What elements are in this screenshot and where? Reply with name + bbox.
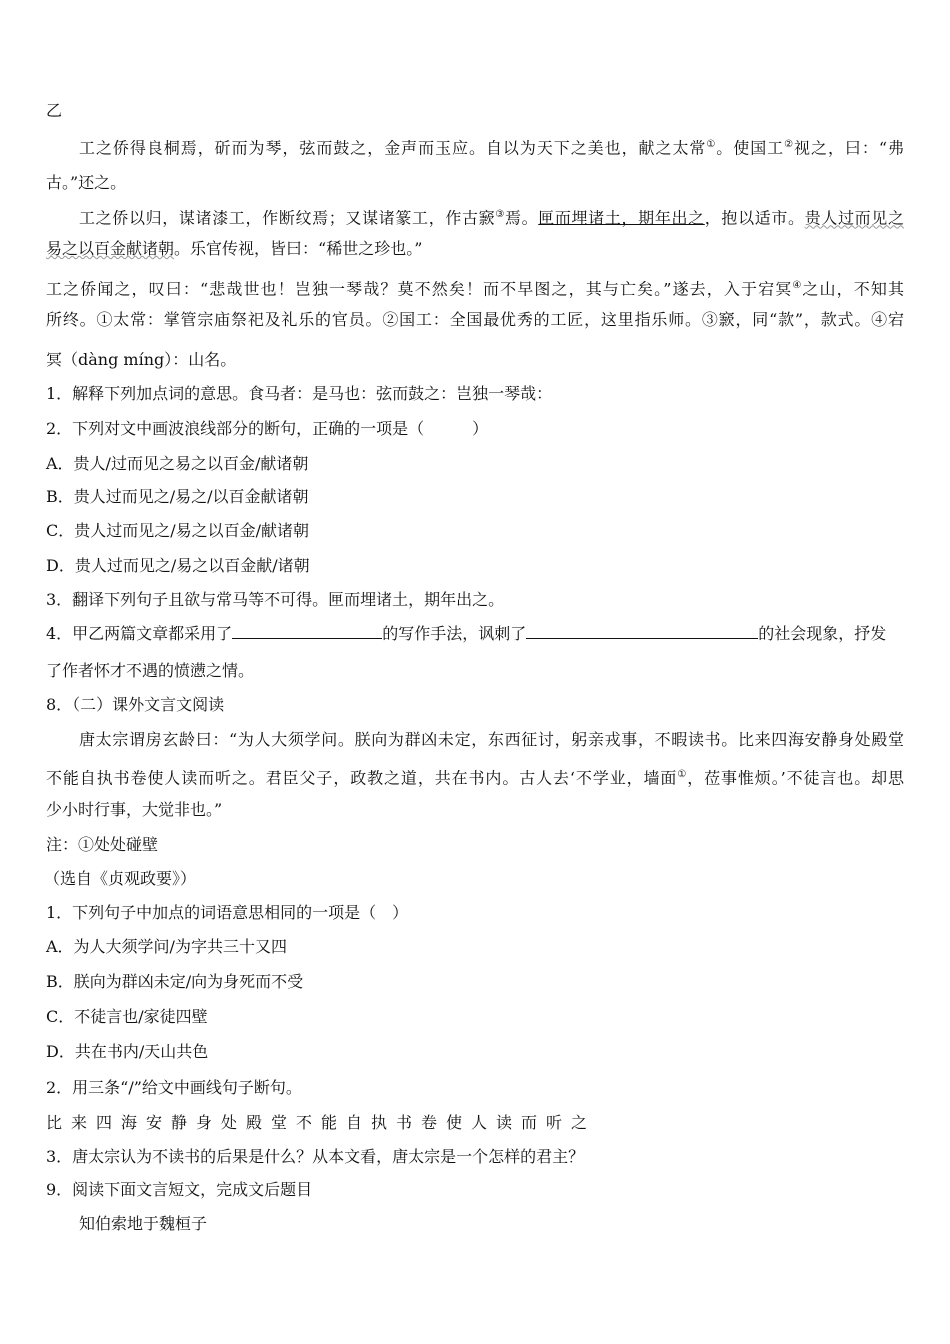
option-b: B．朕向为群凶未定/向为身死而不受: [46, 972, 304, 991]
text: ，抱以适市。: [704, 208, 805, 228]
footnote-ref: ②: [784, 139, 795, 150]
question-3: 3．翻译下列句子且欲与常马等不可得。匣而埋诸土，期年出之。: [46, 590, 505, 609]
text: 4．甲乙两篇文章都采用了: [46, 624, 233, 643]
underlined-sentence: 匣而埋诸土，期年出之: [538, 208, 705, 228]
passage-p2-line1: [79, 205, 904, 228]
passage-p2-line2: [46, 239, 422, 259]
question-1: 1．解释下列加点词的意思。食马者：是马也：弦而鼓之：岂独一琴哉：: [46, 384, 553, 403]
section-8-heading: 8．（二）课外文言文阅读: [46, 695, 225, 714]
option-c: C．贵人过而见之/易之以百金/献诸朝: [46, 521, 310, 540]
passage-notes-line: 冥（dàng míng）：山名。: [46, 350, 237, 369]
passage-p1-line2: 古。”还之。: [46, 173, 127, 192]
option-d: D．共在书内/天山共色: [46, 1042, 209, 1061]
section-9-title: 知伯索地于魏桓子: [79, 1214, 208, 1233]
text: 。乐官传视，皆曰：“稀世之珍也。”: [174, 239, 423, 258]
footnote-ref: ①: [677, 769, 688, 780]
question-2: 2．用三条“/”给文中画线句子断句。: [46, 1078, 302, 1097]
text: ，莅事惟烦。’不徒言也。却思: [687, 768, 905, 788]
option-a: A．贵人/过而见之易之以百金/献诸朝: [46, 454, 309, 473]
question-4: [46, 624, 886, 644]
text: 不能自执书卷使人读而听之。君臣父子，政教之道，共在书内。古人去‘不学业，墙面: [46, 768, 678, 788]
passage-label: 乙: [46, 101, 63, 120]
text: 的社会现象，抒发: [758, 624, 887, 643]
option-a: A．为人大须学问/为字共三十又四: [46, 937, 287, 956]
answer-blank[interactable]: [232, 624, 382, 639]
passage-p1-line1: [79, 135, 904, 158]
text: 工之侨得良桐焉，斫而为琴，弦而鼓之，金声而玉应。自以为天下之美也，献之太常: [79, 138, 707, 158]
option-b: B．贵人过而见之/易之/以百金献诸朝: [46, 487, 309, 506]
footnote-ref: ④: [792, 280, 803, 291]
text: 视之，曰：“弗: [794, 138, 904, 158]
text: 之山，不知其: [802, 279, 904, 299]
option-d: D．贵人过而见之/易之以百金献/诸朝: [46, 556, 310, 575]
text: 工之侨以归，谋诸漆工，作断纹焉；又谋诸篆工，作古窾: [79, 208, 496, 228]
wavy-underlined-text: 贵人过而见之: [804, 208, 904, 228]
text: 工之侨闻之，叹曰：“悲哉世也！岂独一琴哉？莫不然矣！而不早图之，其与亡矣。”遂去，入于宕冥: [46, 279, 793, 299]
section-8-passage-line1: 唐太宗谓房玄龄曰：“为人大须学问。朕向为群凶未定，东西征讨，躬亲戎事，不暇读书。比来四海安静身处殿堂: [79, 730, 904, 749]
text: 。使国工: [716, 138, 785, 158]
passage-p3-line1: [46, 276, 904, 299]
question-4-line2: 了作者怀才不遇的愤懑之情。: [46, 661, 255, 680]
question-3: 3．唐太宗认为不读书的后果是什么？从本文看，唐太宗是一个怎样的君主？: [46, 1147, 585, 1166]
question-1: 1．下列句子中加点的词语意思相同的一项是（ ）: [46, 903, 409, 922]
footnote-ref: ③: [495, 209, 505, 220]
passage-notes-line: 所终。①太常：掌管宗庙祭祀及礼乐的官员。②国工：全国最优秀的工匠，这里指乐师。③窾，同“款”，款式。④宕: [46, 310, 904, 329]
text: 的写作手法，讽刺了: [382, 624, 527, 643]
section-9-heading: 9．阅读下面文言短文，完成文后题目: [46, 1180, 313, 1199]
source-citation: （选自《贞观政要》）: [44, 869, 197, 888]
text: 焉。: [504, 208, 539, 228]
sentence-to-punctuate: 比来四海安静身处殿堂不能自执书卷使人读而听之: [46, 1113, 597, 1132]
option-c: C．不徒言也/家徒四壁: [46, 1007, 208, 1026]
wavy-underlined-text: 易之以百金献诸朝: [46, 239, 175, 258]
question-2: 2．下列对文中画波浪线部分的断句，正确的一项是（ ）: [46, 419, 489, 438]
footnote-ref: ①: [706, 139, 717, 150]
answer-blank[interactable]: [526, 624, 758, 639]
section-8-passage-line2: [46, 765, 904, 788]
footnote: 注：①处处碰壁: [46, 835, 159, 854]
section-8-passage-line3: 少小时行事，大觉非也。”: [46, 800, 223, 819]
